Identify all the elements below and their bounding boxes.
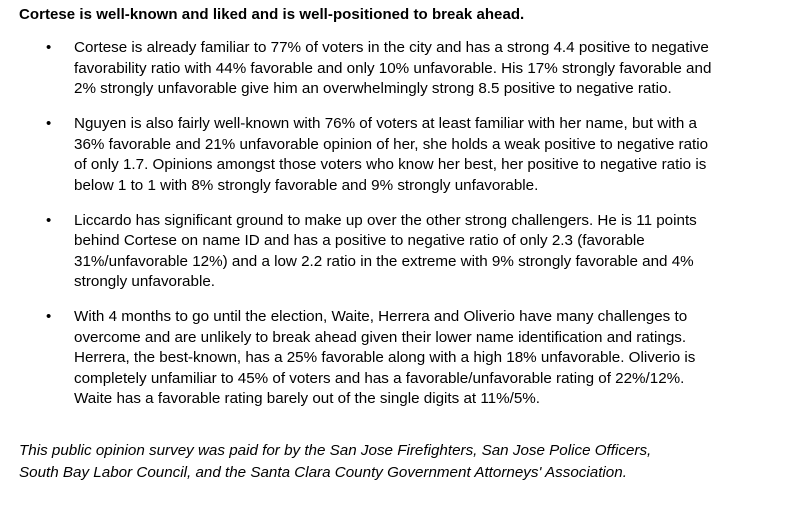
paragraph-line: Herrera, the best-known, has a 25% favorable along with a high 18% unfavorable. Oliverio is [74,349,696,366]
paragraph-line: 36% favorable and 21% unfavorable opinion of her, she holds a weak positive to negative ratio [74,135,709,153]
paragraph-line: 31%/unfavorable 12%) and a low 2.2 ratio in the extreme with 9% strongly favorable and 4% [74,252,694,270]
paragraph-line: strongly unfavorable. [74,273,215,290]
section-heading: Cortese is well-known and liked and is well-positioned to break ahead. [19,6,525,23]
list-item-cortese [0,38,793,100]
bullet-icon: • [46,115,52,132]
paragraph-line: overcome and are unlikely to break ahead given their lower name identification and ratings. [74,328,687,346]
disclaimer-line: South Bay Labor Council, and the Santa Clara County Government Attorneys' Association. [19,464,627,481]
paragraph-line: behind Cortese on name ID and has a positive to negative ratio of only 2.3 (favorable [74,232,645,249]
list-item-others [0,307,793,410]
paragraph-line: Cortese is already familiar to 77% of voters in the city and has a strong 4.4 positive to negative [74,39,709,56]
disclaimer-line: This public opinion survey was paid for by the San Jose Firefighters, San Jose Police Officers, [19,442,652,459]
paragraph-line: below 1 to 1 with 8% strongly favorable and 9% strongly unfavorable. [74,176,539,194]
list-item-liccardo [0,211,793,293]
bullet-icon: • [46,39,52,56]
bullet-list [0,38,793,424]
paragraph-line: With 4 months to go until the election, Waite, Herrera and Oliverio have many challenges to [74,308,688,325]
disclaimer-note [19,440,651,484]
paragraph-line: completely unfamiliar to 45% of voters and has a favorable/unfavorable rating of 22%/12%. [74,369,685,387]
paragraph-line: Nguyen is also fairly well-known with 76% of voters at least familiar with her name, but with a [74,115,697,132]
bullet-icon: • [46,211,52,229]
paragraph-line: 2% strongly unfavorable give him an overwhelmingly strong 8.5 positive to negative ratio. [74,80,672,97]
paragraph-line: of only 1.7. Opinions amongst those voters who know her best, her positive to negative ratio is [74,156,707,173]
paragraph-line: favorability ratio with 44% favorable and only 10% unfavorable. His 17% strongly favorable and [74,59,712,77]
paragraph-line: Liccardo has significant ground to make up over the other strong challengers. He is 11 points [74,211,697,229]
paragraph-line: Waite has a favorable rating barely out of the single digits at 11%/5%. [74,390,541,407]
bullet-icon: • [46,308,52,325]
list-item-nguyen [0,114,793,196]
